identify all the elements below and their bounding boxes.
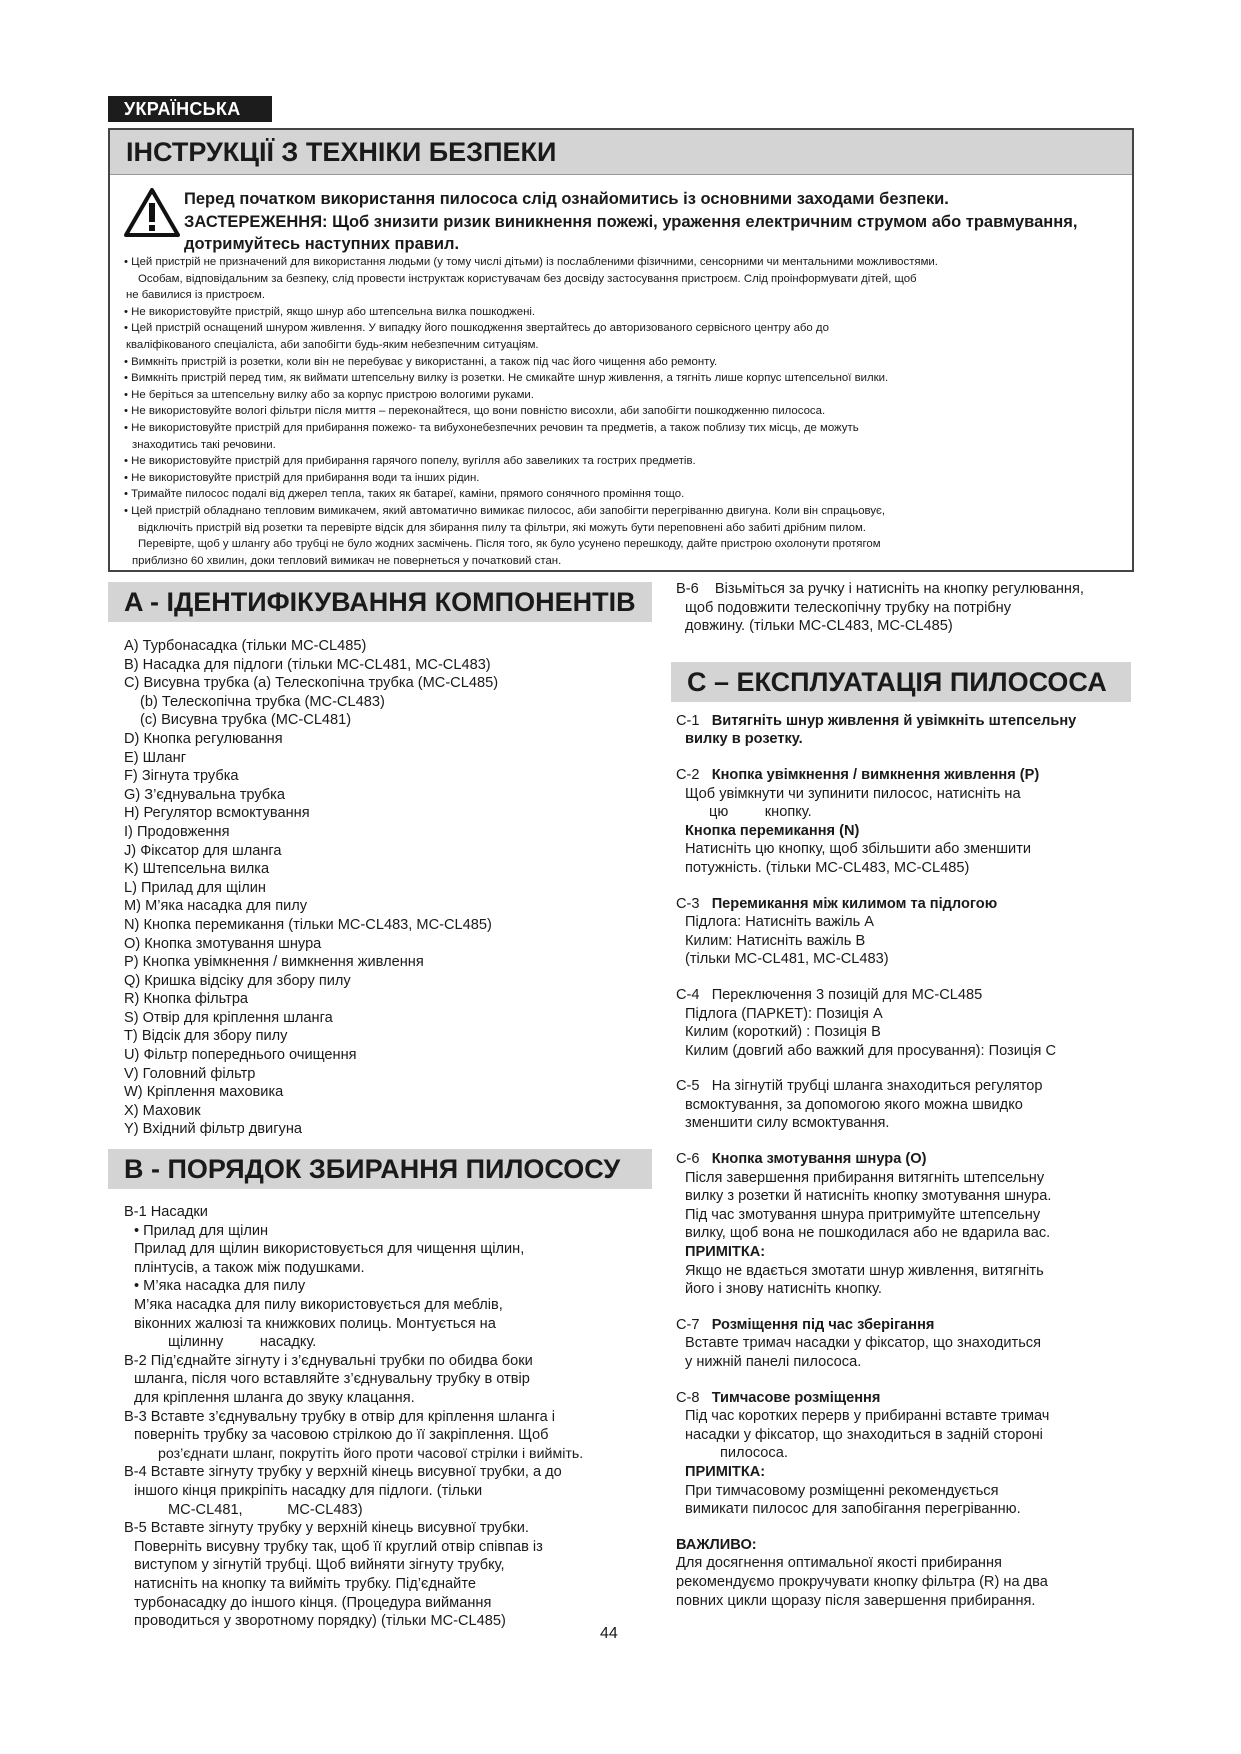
assembly-line: B-1 Насадки bbox=[124, 1204, 208, 1221]
c4-line: Килим (короткий) : Позиція B bbox=[685, 1024, 881, 1041]
intro-line: Перед початком використання пилососа слід ознайомитись із основними заходами безпеки. bbox=[184, 190, 949, 208]
important-line: повних цикли щоразу після завершення прибирання. bbox=[676, 1592, 1036, 1609]
rule-line: не бавилися із пристроєм. bbox=[126, 289, 266, 302]
c3-line: (тільки MC-CL481, MC-CL483) bbox=[685, 951, 889, 968]
c3-line: Підлога: Натисніть важіль A bbox=[685, 914, 874, 931]
section-c-title: C – ЕКСПЛУАТАЦІЯ ПИЛОСОСА bbox=[671, 662, 1131, 702]
c6-heading bbox=[676, 1150, 1141, 1169]
component-item: W) Кріплення маховика bbox=[124, 1084, 284, 1101]
component-item: N) Кнопка перемикання (тільки MC-CL483, MC-CL485) bbox=[124, 916, 492, 933]
c8-line: насадки у фіксатор, що знаходиться в задній стороні bbox=[685, 1426, 1043, 1443]
assembly-line: проводиться у зворотному порядку) (тільки MC-CL485) bbox=[134, 1613, 506, 1630]
component-item: E) Шланг bbox=[124, 749, 187, 766]
component-item: Y) Вхідний фільтр двигуна bbox=[124, 1121, 302, 1138]
c6-line: Після завершення прибирання витягніть штепсельну bbox=[685, 1169, 1045, 1186]
c5-line: всмоктування, за допомогою якого можна швидко bbox=[685, 1096, 1023, 1113]
assembly-line: для кріплення шланга до звуку клацання. bbox=[134, 1389, 415, 1406]
step-number: C-3 bbox=[676, 895, 700, 912]
component-item: (b) Телескопічна трубка (MC-CL483) bbox=[140, 693, 385, 710]
language-tab: УКРАЇНСЬКА bbox=[108, 96, 272, 122]
c2-subheading: Кнопка перемикання (N) bbox=[685, 822, 860, 839]
important-line: Для досягнення оптимальної якості прибирання bbox=[676, 1555, 1002, 1572]
c5-heading bbox=[676, 1077, 1141, 1096]
left-column bbox=[108, 582, 652, 1631]
component-item: B) Насадка для підлоги (тільки MC-CL481, MC-CL483) bbox=[124, 656, 491, 673]
step-heading: Переключення 3 позицій для MC-CL485 bbox=[711, 986, 983, 1003]
step-number: C-7 bbox=[676, 1316, 700, 1333]
component-item: P) Кнопка увімкнення / вимкнення живлення bbox=[124, 954, 424, 971]
step-heading: Тимчасове розміщення bbox=[711, 1389, 881, 1406]
important-heading: ВАЖЛИВО: bbox=[676, 1536, 757, 1553]
step-number: C-1 bbox=[676, 712, 700, 729]
right-column bbox=[671, 582, 1141, 1610]
safety-title: ІНСТРУКЦІЇ З ТЕХНІКИ БЕЗПЕКИ bbox=[110, 130, 1132, 175]
component-item: C) Висувна трубка (a) Телескопічна трубка (MC-CL485) bbox=[124, 675, 499, 692]
component-item: O) Кнопка змотування шнура bbox=[124, 935, 322, 952]
important-line: рекомендуємо прокручувати кнопку фільтра (R) на два bbox=[676, 1573, 1048, 1590]
step-heading: Кнопка змотування шнура (O) bbox=[711, 1151, 927, 1168]
c2-line: Натисніть цю кнопку, щоб збільшити або зменшити bbox=[685, 841, 1032, 858]
assembly-line: B-2 Під’єднайте зігнуту і з’єднувальні трубки по обидва боки bbox=[124, 1352, 533, 1369]
b6-line: B-6 Візьміться за ручку і натисніть на кнопку регулювання, bbox=[676, 581, 1084, 597]
step-heading: Розміщення під час зберігання bbox=[711, 1316, 935, 1333]
assembly-line: B-5 Вставте зігнуту трубку у верхній кінець висувної трубки. bbox=[124, 1520, 529, 1537]
component-item: X) Маховик bbox=[124, 1102, 201, 1119]
c4-heading bbox=[676, 986, 1141, 1005]
step-heading: Витягніть шнур живлення й увімкніть штепсельну bbox=[711, 712, 1077, 729]
c7-line: Вставте тримач насадки у фіксатор, що знаходиться bbox=[685, 1335, 1041, 1352]
assembly-line: • М’яка насадка для пилу bbox=[134, 1278, 306, 1295]
component-item: J) Фіксатор для шланга bbox=[124, 842, 282, 859]
rule-line: кваліфікованого спеціаліста, аби запобігти будь-яким небезпечним ситуаціям. bbox=[126, 338, 539, 351]
assembly-line: віконних жалюзі та книжкових полиць. Монтується на bbox=[134, 1315, 496, 1332]
c6-line: вилку, щоб вона не пошкодилася або не вдарила вас. bbox=[685, 1225, 1051, 1242]
component-item: T) Відсік для збору пилу bbox=[124, 1028, 288, 1045]
c4-line: Килим (довгий або важкий для просування): Позиція C bbox=[685, 1042, 1056, 1059]
intro-line: дотримуйтесь наступних правил. bbox=[184, 235, 460, 253]
component-item: A) Турбонасадка (тільки MC-CL485) bbox=[124, 638, 367, 654]
rule-line: Перевірте, щоб у шлангу або трубці не було жодних засмічень. Після того, як було усунено перешкоду, дайте пристрою охолонути протягом bbox=[138, 538, 881, 551]
section-a-title: A - ІДЕНТИФІКУВАННЯ КОМПОНЕНТІВ bbox=[108, 582, 652, 622]
step-number: C-5 bbox=[676, 1078, 700, 1095]
intro-line: ЗАСТЕРЕЖЕННЯ: Щоб знизити ризик виникнення пожежі, ураження електричним струмом або травмування, bbox=[184, 212, 1078, 231]
component-item: V) Головний фільтр bbox=[124, 1065, 256, 1082]
step-number: C-6 bbox=[676, 1151, 700, 1168]
assembly-steps bbox=[108, 1203, 652, 1631]
c3-heading bbox=[676, 895, 1141, 914]
assembly-line: B-3 Вставте з’єднувальну трубку в отвір для кріплення шланга і bbox=[124, 1408, 556, 1425]
operation-steps bbox=[671, 712, 1141, 1610]
c6-line: вилку з розетки й натисніть кнопку змотування шнура. bbox=[685, 1188, 1052, 1205]
component-item: U) Фільтр попереднього очищення bbox=[124, 1047, 357, 1064]
component-item: K) Штепсельна вилка bbox=[124, 861, 270, 878]
assembly-line: іншого кінця прикріпіть насадку для підлоги. (тільки bbox=[134, 1482, 483, 1499]
component-item: H) Регулятор всмоктування bbox=[124, 805, 310, 822]
rule-line: • Вимкніть пристрій із розетки, коли він не перебуває у використанні, а також під час його чищення або ремонту. bbox=[124, 355, 718, 368]
c6-note-heading: ПРИМІТКА: bbox=[685, 1244, 766, 1261]
warning-triangle-icon bbox=[124, 188, 180, 238]
rule-line: приблизно 60 хвилин, доки тепловий вимикач не повернеться у початковий стан. bbox=[132, 554, 562, 567]
assembly-line: поверніть трубку за часовою стрілкою до її закріплення. Щоб bbox=[134, 1427, 549, 1444]
component-item: R) Кнопка фільтра bbox=[124, 991, 249, 1008]
step-heading: На зігнутій трубці шланга знаходиться регулятор bbox=[711, 1078, 1043, 1095]
step-heading: Перемикання між килимом та підлогою bbox=[711, 895, 998, 912]
assembly-line: шланга, після чого вставляйте з’єднувальну трубку в отвір bbox=[134, 1371, 530, 1388]
components-list bbox=[108, 637, 652, 1139]
assembly-line: Прилад для щілин використовується для чищення щілин, bbox=[134, 1241, 525, 1258]
step-number: C-8 bbox=[676, 1389, 700, 1406]
c8-heading bbox=[676, 1389, 1141, 1408]
c2-line: Щоб увімкнути чи зупинити пилосос, натисніть на bbox=[685, 785, 1021, 802]
c2-line: цю кнопку. bbox=[709, 804, 812, 821]
component-item: L) Прилад для щілин bbox=[124, 879, 266, 896]
safety-rules bbox=[124, 254, 1124, 569]
step-heading: Кнопка увімкнення / вимкнення живлення (P) bbox=[711, 766, 1040, 783]
assembly-line: турбонасадку до іншого кінця. (Процедура виймання bbox=[134, 1594, 492, 1611]
component-item: D) Кнопка регулювання bbox=[124, 730, 283, 747]
safety-intro bbox=[184, 188, 1134, 256]
component-item: S) Отвір для кріплення шланга bbox=[124, 1009, 333, 1026]
rule-line: • Не використовуйте пристрій для прибирання води та інших рідин. bbox=[124, 471, 480, 484]
section-b-title: B - ПОРЯДОК ЗБИРАННЯ ПИЛОСОСУ bbox=[108, 1149, 652, 1189]
assembly-line: плінтусів, а також між подушками. bbox=[134, 1259, 365, 1276]
c8-note-heading: ПРИМІТКА: bbox=[685, 1463, 766, 1480]
rule-line: знаходитись такі речовини. bbox=[132, 438, 276, 451]
c1-line bbox=[676, 712, 1141, 731]
c8-note-line: вимикати пилосос для запобігання перегріванню. bbox=[685, 1501, 1021, 1518]
assembly-line: роз’єднати шланг, покрутіть його проти часової стрілки і вийміть. bbox=[158, 1445, 584, 1462]
assembly-line: виступом у зігнутій трубці. Щоб вийняти зігнуту трубку, bbox=[134, 1557, 505, 1574]
rule-line: • Вимкніть пристрій перед тим, як виймати штепсельну вилку із розетки. Не смикайте шнур живлення, а тягніть лише корпус штепсельної вилки. bbox=[124, 372, 889, 385]
rule-line: • Не використовуйте пристрій для прибирання пожежо- та вибухонебезпечних речовин та предметів, а також поблизу тих місць, де можуть bbox=[124, 421, 859, 434]
rule-line: • Не використовуйте пристрій для прибирання гарячого попелу, вугілля або завеликих та гострих предметів. bbox=[124, 455, 696, 468]
assembly-line: М’яка насадка для пилу використовується для меблів, bbox=[134, 1297, 503, 1313]
c7-line: у нижній панелі пилососа. bbox=[685, 1354, 862, 1370]
c6-line: Під час змотування шнура притримуйте штепсельну bbox=[685, 1206, 1041, 1223]
rule-line: відключіть пристрій від розетки та перевірте відсік для збирання пилу та фільтри, які можуть бути переповнені або забиті дрібним пилом. bbox=[138, 521, 866, 534]
rule-line: • Цей пристрій обладнано тепловим вимикачем, який автоматично вимикає пилосос, аби запобігти перегріванню двигуна. Коли він спрацьовує, bbox=[124, 504, 886, 517]
c4-line: Підлога (ПАРКЕТ): Позиція A bbox=[685, 1005, 883, 1022]
c8-line: пилососа. bbox=[720, 1445, 788, 1462]
safety-section bbox=[108, 128, 1134, 572]
component-item: (c) Висувна трубка (MC-CL481) bbox=[140, 712, 352, 729]
rule-line: • Тримайте пилосос подалі від джерел тепла, таких як батареї, каміни, прямого сонячного проміння тощо. bbox=[124, 488, 685, 501]
c2-heading bbox=[676, 766, 1141, 785]
assembly-line: • Прилад для щілин bbox=[134, 1222, 269, 1239]
rule-line: Особам, відповідальним за безпеку, слід провести інструктаж користувачам без досвіду застосування пристроєм. Слід проінформувати дітей, щоб bbox=[138, 272, 917, 285]
component-item: G) З’єднувальна трубка bbox=[124, 786, 285, 803]
assembly-line: щілинну насадку. bbox=[168, 1334, 317, 1351]
assembly-line: Поверніть висувну трубку так, щоб її круглий отвір співпав із bbox=[134, 1538, 543, 1555]
c1-line: вилку в розетку. bbox=[685, 731, 803, 748]
c6-note-line: Якщо не вдається змотати шнур живлення, витягніть bbox=[685, 1262, 1044, 1279]
assembly-line: B-4 Вставте зігнуту трубку у верхній кінець висувної трубки, а до bbox=[124, 1464, 562, 1481]
rule-line: • Цей пристрій оснащений шнуром живлення. У випадку його пошкодження звертайтесь до авторизованого сервісного центру або до bbox=[124, 322, 829, 335]
component-item: F) Зігнута трубка bbox=[124, 768, 239, 785]
c5-line: зменшити силу всмоктування. bbox=[685, 1115, 890, 1132]
assembly-line: натисніть на кнопку та вийміть трубку. Під’єднайте bbox=[134, 1575, 476, 1592]
component-item: Q) Кришка відсіку для збору пилу bbox=[124, 972, 351, 989]
c3-line: Килим: Натисніть важіль B bbox=[685, 932, 866, 949]
assembly-line: MC-CL481, MC-CL483) bbox=[168, 1501, 363, 1518]
component-item: M) М’яка насадка для пилу bbox=[124, 898, 308, 915]
step-number: C-4 bbox=[676, 986, 700, 1003]
c7-heading bbox=[676, 1316, 1141, 1335]
component-item: I) Продовження bbox=[124, 823, 230, 840]
rule-line: • Цей пристрій не призначений для використання людьми (у тому числі дітьми) із послабленими фізичними, сенсорними чи ментальними можливостями. bbox=[124, 256, 938, 268]
rule-line: • Не використовуйте вологі фільтри після миття – переконайтеся, що вони повністю висохли, аби запобігти пошкодженню пилососа. bbox=[124, 405, 826, 418]
c8-note-line: При тимчасовому розміщенні рекомендується bbox=[685, 1482, 999, 1499]
page-number: 44 bbox=[600, 1625, 618, 1642]
b6-line: довжину. (тільки MC-CL483, MC-CL485) bbox=[685, 618, 953, 635]
b6-line: щоб подовжити телескопічну трубку на потрібну bbox=[685, 599, 1012, 616]
c6-note-line: його і знову натисніть кнопку. bbox=[685, 1281, 882, 1298]
assembly-b6 bbox=[671, 580, 1141, 636]
rule-line: • Не беріться за штепсельну вилку або за корпус пристрою вологими руками. bbox=[124, 388, 534, 401]
c8-line: Під час коротких перерв у прибиранні вставте тримач bbox=[685, 1408, 1050, 1425]
step-number: C-2 bbox=[676, 766, 700, 783]
c2-line: потужність. (тільки MC-CL483, MC-CL485) bbox=[685, 859, 970, 876]
rule-line: • Не використовуйте пристрій, якщо шнур або штепсельна вилка пошкоджені. bbox=[124, 305, 536, 318]
